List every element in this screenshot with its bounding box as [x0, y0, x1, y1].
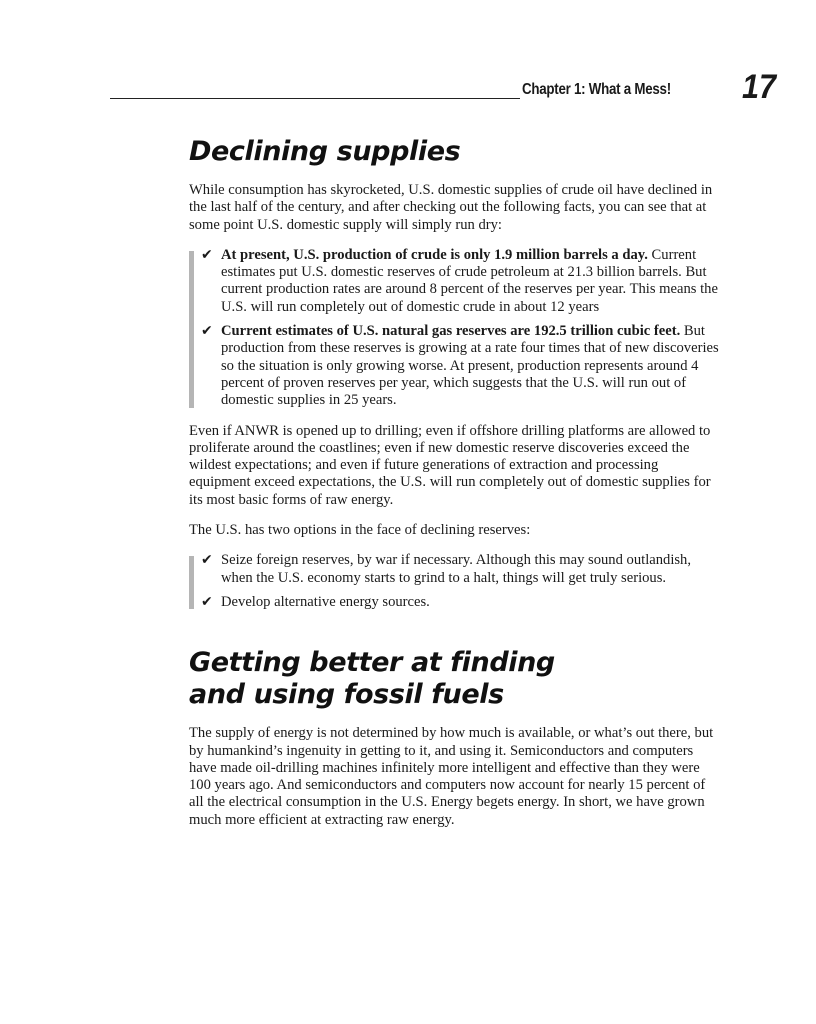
check-icon: ✔ — [201, 593, 213, 610]
bullet-text: Seize foreign reserves, by war if necessary. Although this may sound outlandish, when the U.S. economy starts to grind to a halt, things will get truly serious. — [221, 552, 691, 586]
list-item — [201, 246, 719, 316]
bullet-bold-lead: At present, U.S. production of crude is only 1.9 million barrels a day. — [221, 246, 648, 263]
bullet-text: But production from these reserves is growing at a rate four times that of new discoveries so the situation is only growing worse. At present, production represents around 4 percent of proven reserves per year, which suggests that the U.S. will run out of domestic supplies in 25 years. — [221, 323, 719, 409]
bullet-text: Develop alternative energy sources. — [221, 593, 430, 610]
bullet-bold-lead: Current estimates of U.S. natural gas reserves are 192.5 trillion cubic feet. — [221, 323, 681, 340]
section-heading-fossil-fuels — [189, 647, 719, 711]
options-list — [189, 552, 719, 611]
intro-paragraph: While consumption has skyrocketed, U.S. domestic supplies of crude oil have declined in the last half of the century, and after checking out the following facts, you can see that at some point U.S. domestic supply will simply run dry: — [189, 182, 713, 233]
page-number: 17 — [742, 68, 777, 106]
page-content — [189, 136, 719, 829]
header-rule — [110, 98, 520, 99]
check-icon: ✔ — [201, 552, 213, 569]
bullet-text: Current estimates put U.S. domestic reserves of crude petroleum at 21.3 billion barrels. But current production rates are around 8 percent of the reserves per year. This means the U.S. will run completely out of domestic crude in about 12 years — [221, 246, 718, 315]
facts-list — [189, 247, 719, 410]
list-item — [201, 593, 719, 611]
anwr-paragraph: Even if ANWR is opened up to drilling; even if offshore drilling platforms are allowed to proliferate around the coastlines; even if new domestic reserve discoveries exceed the wildest expectations; and even if future generations of extraction and processing equipment exceed expectations, the U.S. will run completely out of domestic supplies for its most basic forms of raw energy. — [189, 422, 711, 508]
check-icon: ✔ — [201, 246, 213, 263]
check-icon: ✔ — [201, 323, 213, 340]
heading-line: and using fossil fuels — [189, 679, 504, 711]
list-item — [201, 323, 719, 409]
chapter-title: Chapter 1: What a Mess! — [522, 81, 671, 98]
section-heading-declining-supplies: Declining supplies — [189, 136, 461, 167]
heading-line: Getting better at finding — [189, 647, 555, 679]
options-intro-paragraph: The U.S. has two options in the face of declining reserves: — [189, 522, 531, 539]
list-item — [201, 552, 719, 587]
energy-supply-paragraph: The supply of energy is not determined by how much is available, or what’s out there, but by humankind’s ingenuity in getting to it, and using it. Semiconductors and computers have made oil-drilling machines infinitely more intelligent and effective than they were 100 years ago. And semiconductors and computers now account for nearly 15 percent of all the electrical consumption in the U.S. Energy begets energy. In short, we have grown much more efficient at extracting raw energy. — [189, 725, 714, 828]
